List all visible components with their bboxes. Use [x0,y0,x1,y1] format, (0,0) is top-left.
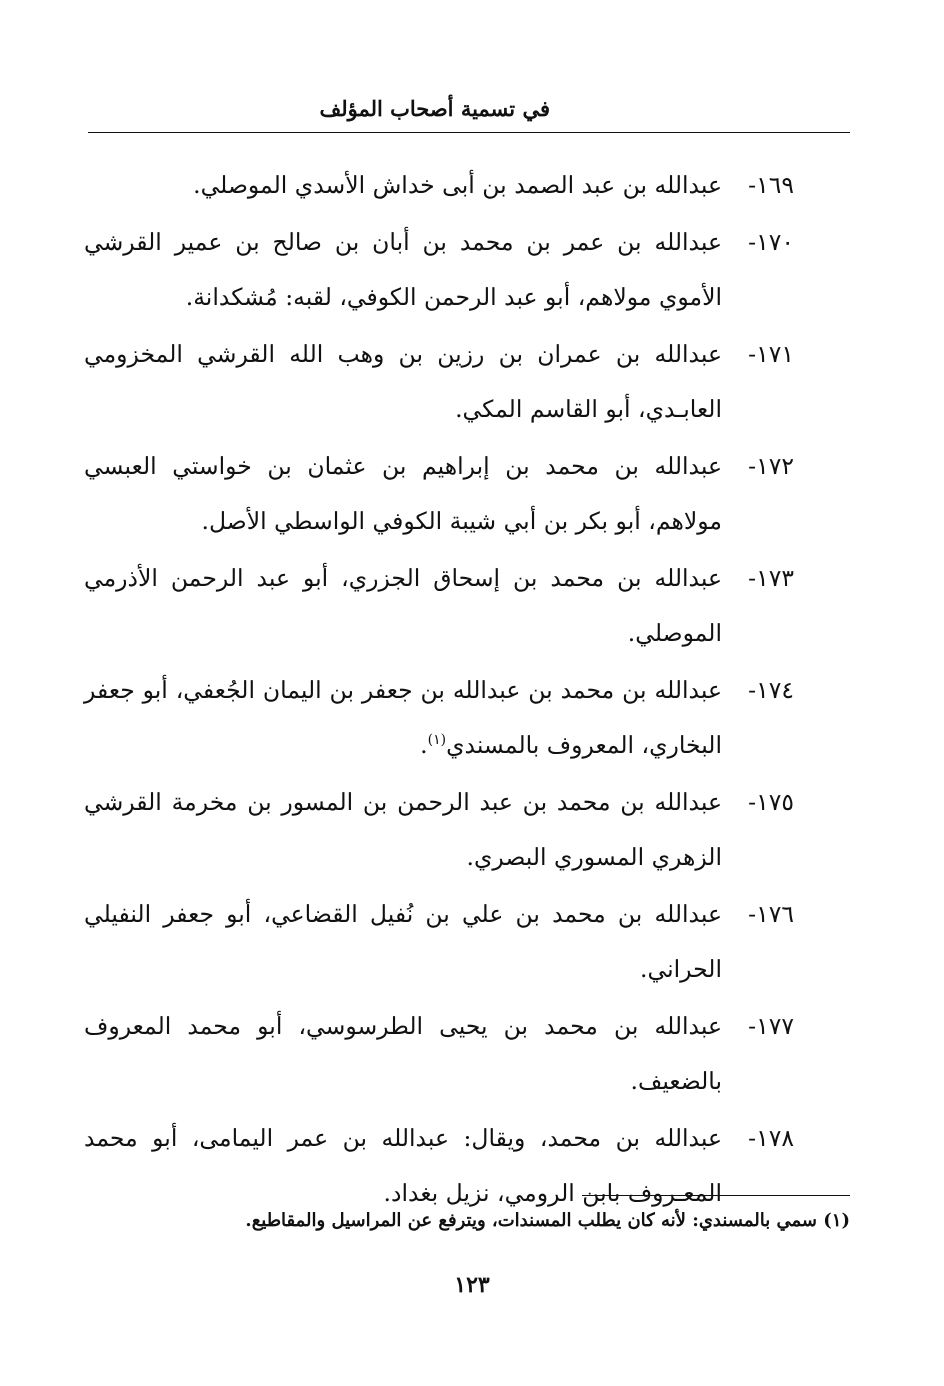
header-rule [88,132,850,133]
list-item [84,663,794,773]
list-item [84,775,794,885]
entry-text: عبدالله بن محمد بن علي بن نُفيل القضاعي، أبو جعفر النفيلي الحراني. [84,900,722,983]
entry-text: عبدالله بن محمد بن إبراهيم بن عثمان بن خواستي العبسي مولاهم، أبو بكر بن أبي شيبة الكوفي الواسطي الأصل. [84,452,722,535]
list-item [84,887,794,997]
entry-number: ١٧٢- [748,452,794,480]
entry-number: ١٧٥- [748,788,794,816]
entry-number: ١٧٧- [748,1012,794,1040]
list-item [84,215,794,325]
entry-text: عبدالله بن محمد بن إسحاق الجزري، أبو عبد الرحمن الأذرمي الموصلي. [84,564,722,647]
entry-number: ١٧٤- [748,676,794,704]
entry-number: ١٧٠- [748,228,794,256]
entry-text-tail: . [420,731,428,759]
entry-text: عبدالله بن محمد بن يحيى الطرسوسي، أبو محمد المعروف بالضعيف. [84,1012,722,1095]
entry-number: ١٧٣- [748,564,794,592]
header-title: في تسمية أصحاب المؤلف [319,96,550,121]
entry-number: ١٦٩- [748,171,794,199]
entry-text: عبدالله بن محمد، ويقال: عبدالله بن عمر اليمامى، أبو محمد المعـروف بابن الرومي، نزيل بغداد. [84,1124,722,1207]
entry-text-with-footnote [84,663,722,773]
page-number: ١٢٣ [454,1272,490,1298]
entry-text: عبدالله بن محمد بن عبد الرحمن بن المسور بن مخرمة القرشي الزهري المسوري البصري. [84,788,722,871]
entry-text: عبدالله بن عمران بن رزين بن وهب الله القرشي المخزومي العابـدي، أبو القاسم المكي. [84,340,722,423]
entry-number: ١٧١- [748,340,794,368]
entry-text: عبدالله بن عمر بن محمد بن أبان بن صالح بن عمير القرشي الأموي مولاهم، أبو عبد الرحمن الكوفي، لقبه: مُشكدانة. [84,228,722,311]
footnote: (١) سمي بالمسندي: لأنه كان يطلب المسندات، ويترفع عن المراسيل والمقاطيع. [245,1210,850,1231]
footnote-rule [582,1195,850,1196]
list-item [84,327,794,437]
list-item [84,158,794,213]
entry-text: عبدالله بن محمد بن عبدالله بن جعفر بن اليمان الجُعفي، أبو جعفر البخاري، المعروف بالمسندي [84,676,722,759]
footnote-reference[interactable]: (١) [427,732,447,749]
list-item [84,439,794,549]
entry-text: عبدالله بن عبد الصمد بن أبى خداش الأسدي الموصلي. [193,171,722,199]
list-item [84,551,794,661]
entry-list [84,158,794,1223]
list-item [84,999,794,1109]
entry-number: ١٧٦- [748,900,794,928]
running-header [88,92,850,133]
entry-number: ١٧٨- [748,1124,794,1152]
